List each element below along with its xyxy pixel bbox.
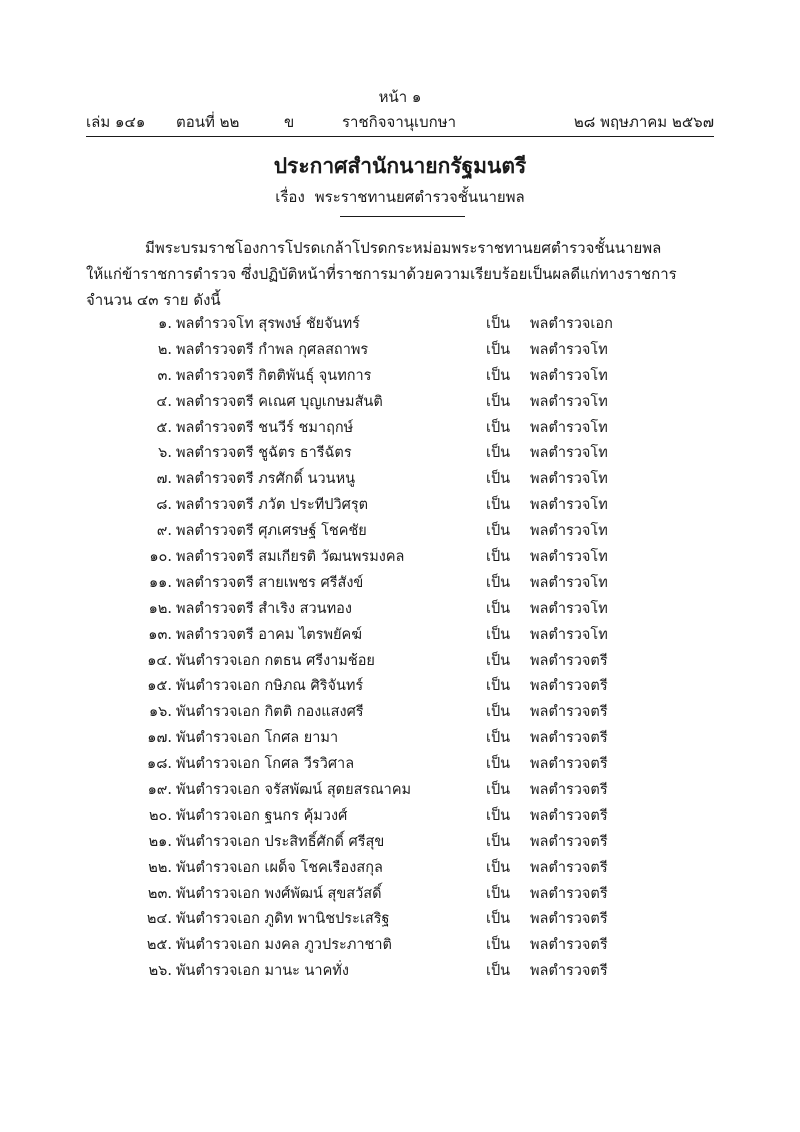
list-item <box>0 338 800 364</box>
subject-label: เรื่อง <box>275 188 305 206</box>
list-item <box>0 519 800 545</box>
item-number: ๑๕. <box>147 678 172 695</box>
list-item <box>0 649 800 675</box>
new-rank: พลตำรวจตรี <box>530 782 608 799</box>
new-rank: พลตำรวจโท <box>530 445 608 462</box>
list-item <box>0 856 800 882</box>
body-line-3: จำนวน ๔๓ ราย ดังนี้ <box>86 291 221 309</box>
list-item <box>0 623 800 649</box>
officer-name: พันตำรวจเอก โกศล ยามา <box>176 730 339 747</box>
officer-name: พลตำรวจตรี กำพล กุศลสถาพร <box>176 341 369 358</box>
officer-name: พลตำรวจตรี ชนวีร์ ชมาฤกษ์ <box>176 419 354 436</box>
item-number: ๑๘. <box>147 756 172 773</box>
becomes-label: เป็น <box>486 859 511 876</box>
new-rank: พลตำรวจตรี <box>530 652 608 669</box>
new-rank: พลตำรวจตรี <box>530 756 608 773</box>
becomes-label: เป็น <box>486 937 511 954</box>
new-rank: พลตำรวจตรี <box>530 730 608 747</box>
list-item <box>0 907 800 933</box>
title-divider <box>340 216 465 217</box>
body-line-1: มีพระบรมราชโองการโปรดเกล้าโปรดกระหม่อมพระราชทานยศตำรวจชั้นนายพล <box>145 239 662 257</box>
officer-name: พันตำรวจเอก ภูดิท พานิชประเสริฐ <box>176 911 390 928</box>
officer-name: พลตำรวจโท สุรพงษ์ ชัยจันทร์ <box>176 316 360 332</box>
officer-name: พันตำรวจเอก มานะ นาคทั่ง <box>176 963 349 980</box>
item-number: ๒๕. <box>146 937 172 954</box>
becomes-label: เป็น <box>486 600 511 617</box>
new-rank: พลตำรวจโท <box>530 626 608 643</box>
becomes-label: เป็น <box>486 885 511 902</box>
publish-date: ๒๘ พฤษภาคม ๒๕๖๗ <box>573 113 714 131</box>
body-line-2: ให้แก่ข้าราชการตำรวจ ซึ่งปฏิบัติหน้าที่ราชการมาด้วยความเรียบร้อยเป็นผลดีแก่ทางราชการ <box>86 265 677 283</box>
item-number: ๑๓. <box>148 626 172 643</box>
becomes-label: เป็น <box>486 393 511 410</box>
officer-name: พันตำรวจเอก กษิภณ ศิริจันทร์ <box>176 678 364 695</box>
officer-name: พลตำรวจตรี อาคม ไตรพยัคฆ์ <box>176 626 362 643</box>
officer-name: พันตำรวจเอก มงคล ภูวประภาชาติ <box>176 937 392 954</box>
list-item <box>0 933 800 959</box>
issue-label: ตอนที่ ๒๒ <box>176 113 240 131</box>
list-item <box>0 778 800 804</box>
item-number: ๒๒. <box>148 859 172 876</box>
new-rank: พลตำรวจโท <box>530 341 608 358</box>
becomes-label: เป็น <box>486 367 511 384</box>
becomes-label: เป็น <box>486 782 511 799</box>
officer-name: พลตำรวจตรี กิตติพันธุ์ จุนทการ <box>176 367 372 384</box>
officer-name: พันตำรวจเอก กตธน ศรีงามช้อย <box>176 652 375 669</box>
item-number: ๒๔. <box>146 911 172 928</box>
list-item <box>0 312 800 338</box>
becomes-label: เป็น <box>486 704 511 721</box>
item-number: ๘. <box>156 497 172 514</box>
item-number: ๑๒. <box>148 600 172 617</box>
new-rank: พลตำรวจตรี <box>530 704 608 721</box>
becomes-label: เป็น <box>486 341 511 358</box>
section-label: ข <box>284 113 295 131</box>
officer-name: พันตำรวจเอก พงศ์พัฒน์ สุขสวัสดิ์ <box>176 885 382 902</box>
new-rank: พลตำรวจตรี <box>530 833 608 850</box>
item-number: ๙. <box>156 523 172 540</box>
becomes-label: เป็น <box>486 497 511 514</box>
list-item <box>0 441 800 467</box>
list-item <box>0 545 800 571</box>
list-item <box>0 416 800 442</box>
becomes-label: เป็น <box>486 756 511 773</box>
new-rank: พลตำรวจโท <box>530 419 608 436</box>
new-rank: พลตำรวจตรี <box>530 807 608 824</box>
becomes-label: เป็น <box>486 419 511 436</box>
becomes-label: เป็น <box>486 730 511 747</box>
officer-name: พลตำรวจตรี สมเกียรติ วัฒนพรมงคล <box>176 549 405 566</box>
subject-text: พระราชทานยศตำรวจชั้นนายพล <box>314 188 525 206</box>
officer-name: พันตำรวจเอก กิตติ กองแสงศรี <box>176 704 364 721</box>
becomes-label: เป็น <box>486 523 511 540</box>
list-item <box>0 571 800 597</box>
list-item <box>0 726 800 752</box>
list-item <box>0 804 800 830</box>
item-number: ๕. <box>156 419 172 436</box>
list-item <box>0 752 800 778</box>
officer-name: พลตำรวจตรี คเณศ บุญเกษมสันติ <box>176 393 383 410</box>
list-item <box>0 882 800 908</box>
new-rank: พลตำรวจตรี <box>530 911 608 928</box>
officer-name: พันตำรวจเอก โกศล วีรวิศาล <box>176 756 355 773</box>
item-number: ๗. <box>156 471 172 488</box>
new-rank: พลตำรวจโท <box>530 523 608 540</box>
becomes-label: เป็น <box>486 549 511 566</box>
item-number: ๑๑. <box>148 574 172 591</box>
item-number: ๒๐. <box>148 807 172 824</box>
new-rank: พลตำรวจตรี <box>530 859 608 876</box>
new-rank: พลตำรวจตรี <box>530 963 608 980</box>
item-number: ๖. <box>158 445 172 462</box>
becomes-label: เป็น <box>486 678 511 695</box>
new-rank: พลตำรวจโท <box>530 471 608 488</box>
item-number: ๓. <box>157 367 172 384</box>
document-subject <box>0 185 800 209</box>
item-number: ๑๖. <box>148 704 172 721</box>
item-number: ๒๑. <box>148 833 172 850</box>
new-rank: พลตำรวจโท <box>530 393 608 410</box>
new-rank: พลตำรวจตรี <box>530 937 608 954</box>
becomes-label: เป็น <box>486 807 511 824</box>
item-number: ๒๖. <box>148 963 172 980</box>
list-item <box>0 390 800 416</box>
becomes-label: เป็น <box>486 963 511 980</box>
new-rank: พลตำรวจตรี <box>530 678 608 695</box>
new-rank: พลตำรวจโท <box>530 549 608 566</box>
officer-name: พลตำรวจตรี ศุภเศรษฐ์ โชคชัย <box>176 523 367 540</box>
becomes-label: เป็น <box>486 626 511 643</box>
document-title: ประกาศสำนักนายกรัฐมนตรี <box>273 153 527 178</box>
becomes-label: เป็น <box>486 652 511 669</box>
officer-name: พลตำรวจตรี ภรศักดิ์ นวนหนู <box>176 471 356 488</box>
officer-name: พันตำรวจเอก เผด็จ โชคเรืองสกุล <box>176 859 383 876</box>
becomes-label: เป็น <box>486 574 511 591</box>
item-number: ๒๓. <box>147 885 172 902</box>
officer-name: พลตำรวจตรี ภวัต ประทีปวิศรุต <box>176 497 369 514</box>
list-item <box>0 597 800 623</box>
new-rank: พลตำรวจโท <box>530 497 608 514</box>
becomes-label: เป็น <box>486 316 511 332</box>
list-item <box>0 959 800 985</box>
page-number: หน้า ๑ <box>378 88 422 106</box>
item-number: ๔. <box>156 393 172 410</box>
list-item <box>0 467 800 493</box>
new-rank: พลตำรวจโท <box>530 600 608 617</box>
new-rank: พลตำรวจตรี <box>530 885 608 902</box>
becomes-label: เป็น <box>486 445 511 462</box>
becomes-label: เป็น <box>486 911 511 928</box>
new-rank: พลตำรวจโท <box>530 367 608 384</box>
promotion-list <box>0 312 800 985</box>
officer-name: พลตำรวจตรี สายเพชร ศรีสังข์ <box>176 574 364 591</box>
new-rank: พลตำรวจโท <box>530 574 608 591</box>
item-number: ๑๙. <box>147 782 172 799</box>
list-item <box>0 700 800 726</box>
gazette-header <box>86 110 714 132</box>
becomes-label: เป็น <box>486 471 511 488</box>
list-item <box>0 830 800 856</box>
volume-label: เล่ม ๑๔๑ <box>86 113 146 131</box>
gazette-name: ราชกิจจานุเบกษา <box>342 113 457 131</box>
list-item <box>0 674 800 700</box>
item-number: ๑๐. <box>149 549 172 566</box>
list-item <box>0 493 800 519</box>
officer-name: พลตำรวจตรี ชูฉัตร ธารีฉัตร <box>176 445 352 462</box>
officer-name: พันตำรวจเอก ฐนกร คุ้มวงศ์ <box>176 807 348 824</box>
officer-name: พลตำรวจตรี สำเริง สวนทอง <box>176 600 352 617</box>
item-number: ๑๗. <box>147 730 172 747</box>
item-number: ๑. <box>158 316 172 332</box>
becomes-label: เป็น <box>486 833 511 850</box>
item-number: ๑๔. <box>147 652 172 669</box>
new-rank: พลตำรวจเอก <box>530 316 613 332</box>
officer-name: พันตำรวจเอก ประสิทธิ์ศักดิ์ ศรีสุข <box>176 833 385 850</box>
header-divider <box>86 136 714 137</box>
item-number: ๒. <box>157 341 172 358</box>
list-item <box>0 364 800 390</box>
officer-name: พันตำรวจเอก จรัสพัฒน์ สุตยสรณาคม <box>176 782 412 799</box>
